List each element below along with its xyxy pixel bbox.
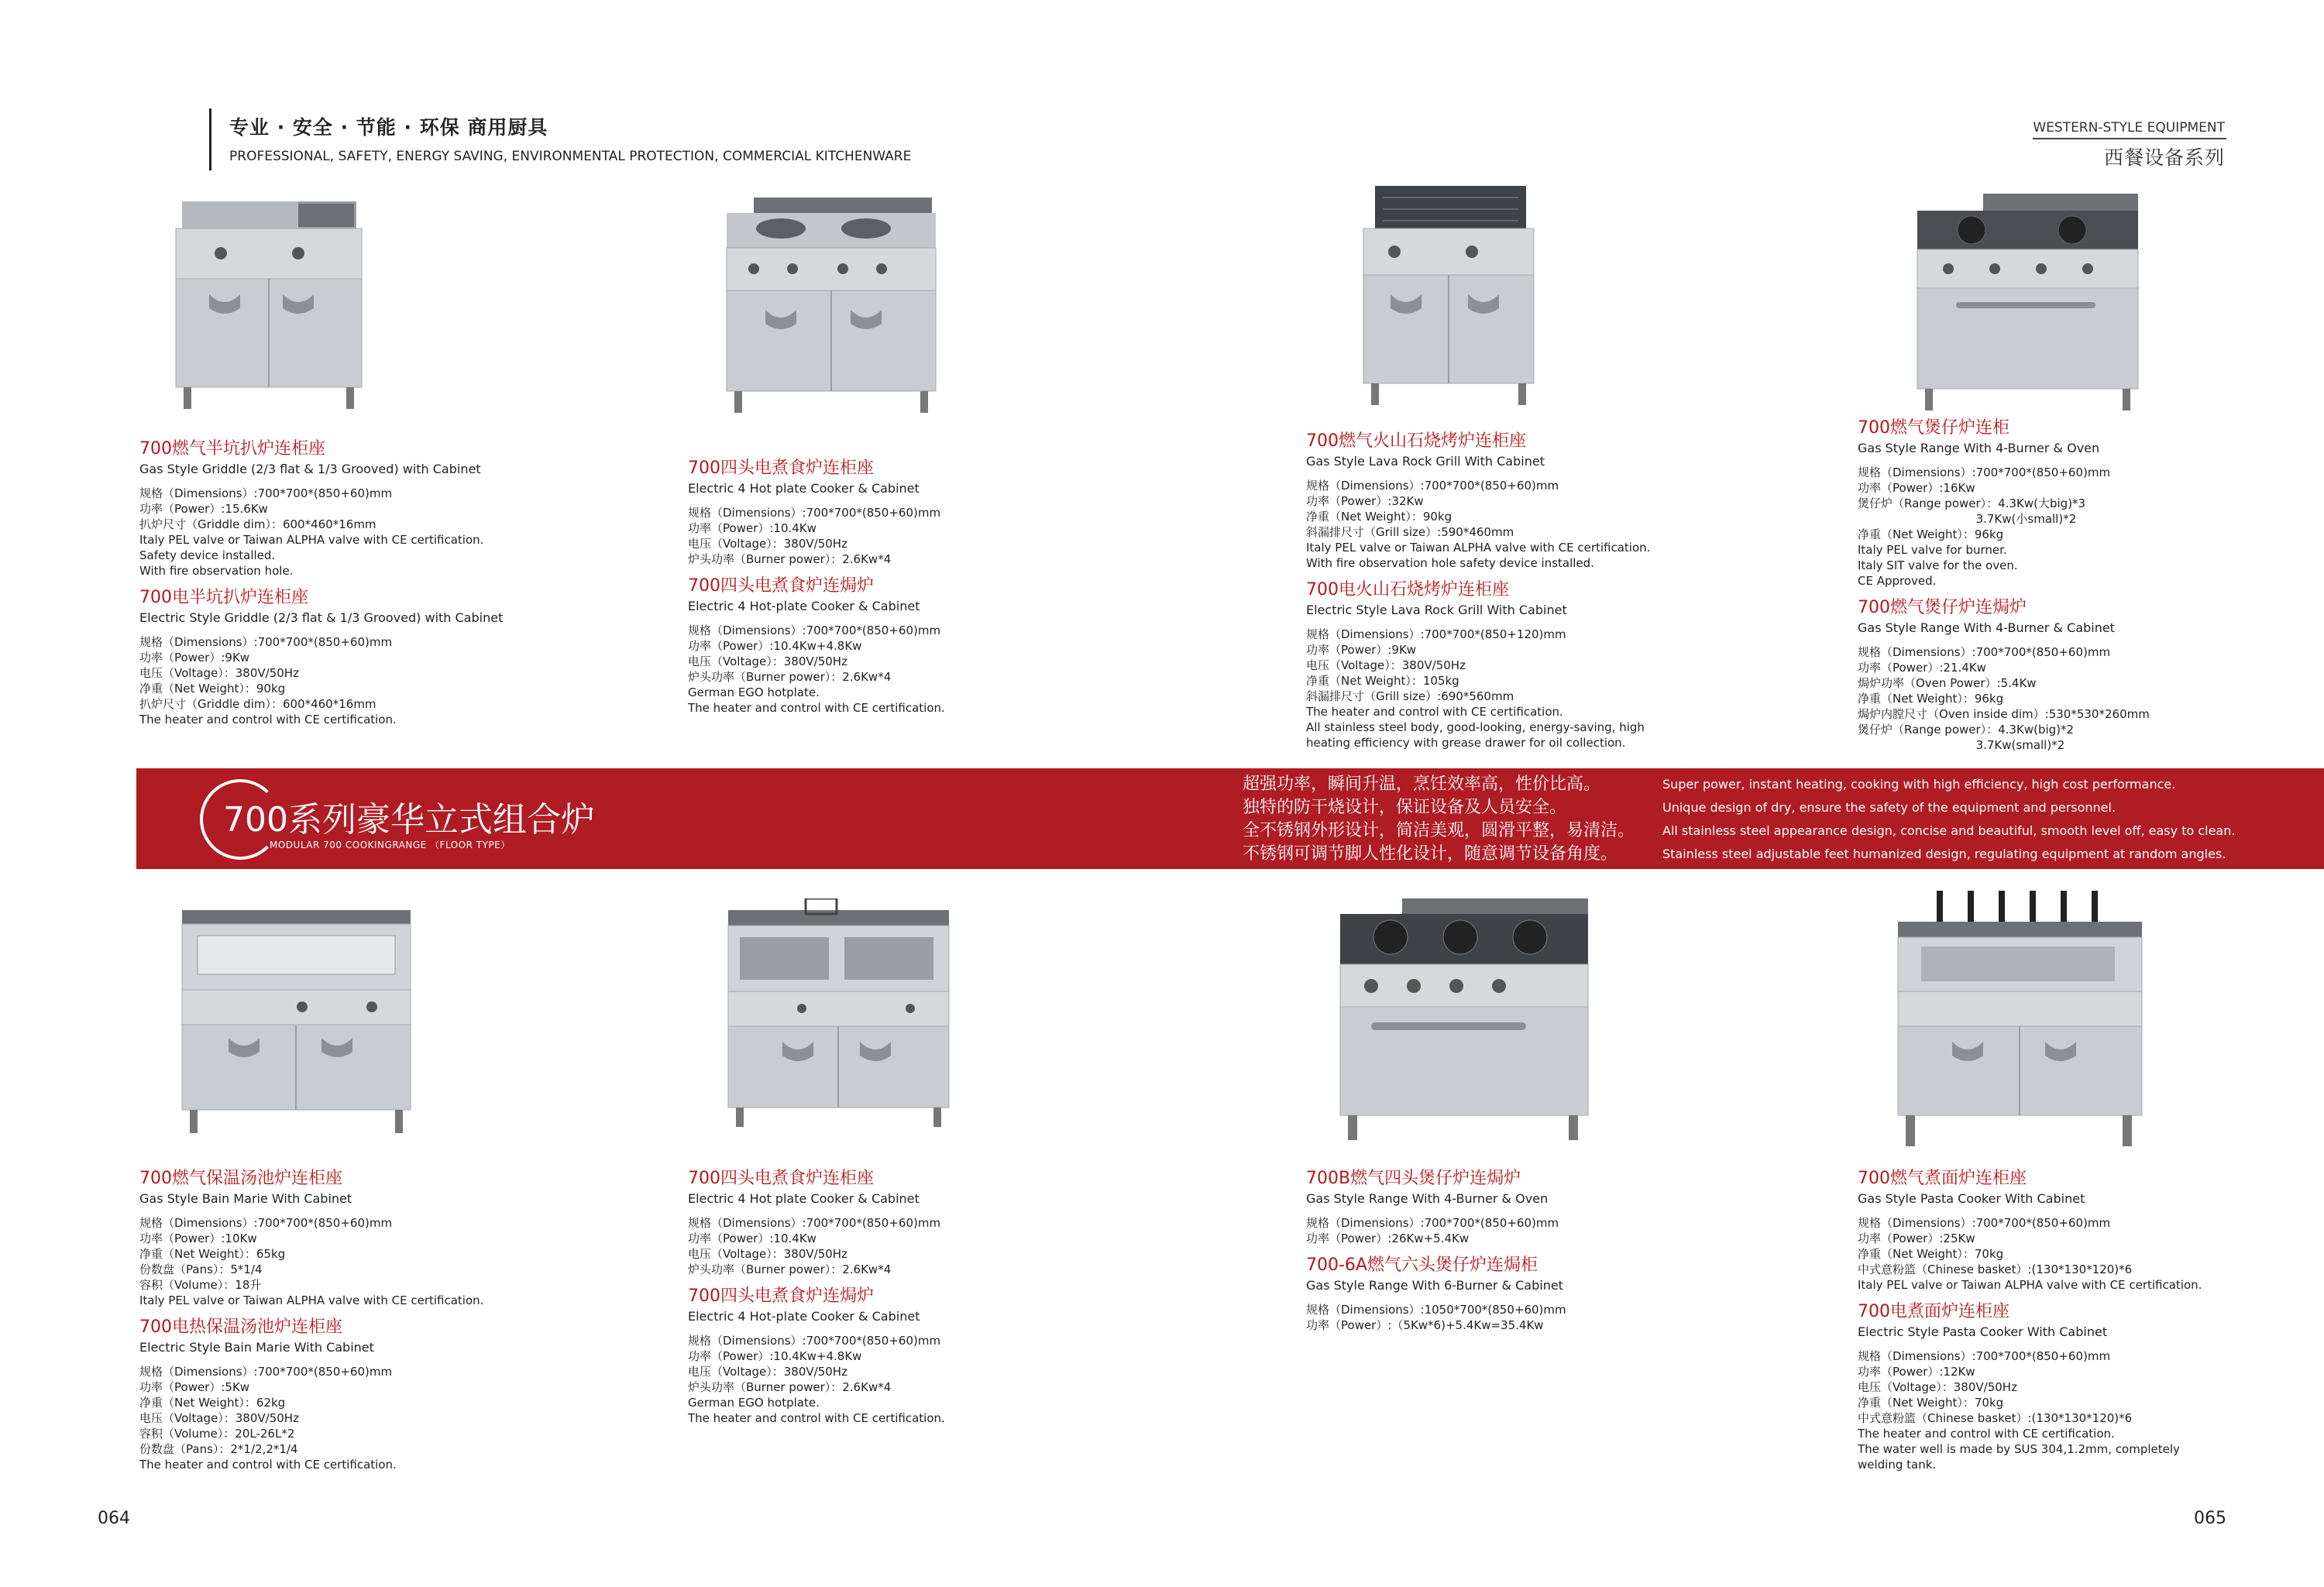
product-specs: 规格（Dimensions）:700*700*(850+60)mm 功率（Power）:10.4Kw+4.8Kw 电压（Voltage）：380V/50Hz 炉头功率（Burner power）：2.6Kw*4 German EGO hotplate. The heater and control with CE certification. (688, 1334, 945, 1425)
product-specs: 规格（Dimensions）:700*700*(850+60)mm 功率（Power）:15.6Kw 扒炉尺寸（Griddle dim）：600*460*16mm Italy PEL valve or Taiwan ALPHA valve with CE certification. Safety device installed. With fire observation hole. (139, 486, 484, 578)
product-bain-marie (139, 1167, 483, 1480)
product-lava-rock-grill (1306, 430, 1650, 758)
product-name: 700电热保温汤池炉连柜座 (139, 1317, 342, 1337)
product-subtitle: Electric Style Bain Marie With Cabinet (139, 1340, 374, 1355)
range-4-burner-oven-image (1332, 895, 1596, 1146)
product-pasta-cooker (1858, 1167, 2202, 1480)
product-specs: 规格（Dimensions）:700*700*(850+60)mm 功率（Power）:25Kw 净重（Net Weight）：70kg 中式意粉篮（Chinese basket）:(130*130*120)*6 Italy PEL valve or Taiwan ALPHA valve with CE certification. (1858, 1216, 2202, 1292)
header-title-cn: 专业 · 安全 · 节能 · 环保 商用厨具 (229, 116, 548, 139)
product-specs: 规格（Dimensions）:700*700*(850+60)mm 功率（Power）:5Kw 净重（Net Weight）：62kg 电压（Voltage）：380V/50Hz 容积（Volume）：20L-26L*2 份数盘（Pans）：2*1/2,2*1/4 The heater and control with CE certification. (139, 1365, 397, 1472)
product-subtitle: Gas Style Range With 4-Burner & Cabinet (1858, 620, 2115, 635)
product-subtitle: Electric 4 Hot plate Cooker & Cabinet (688, 1191, 920, 1206)
product-name: 700B燃气四头煲仔炉连焗炉 (1306, 1169, 1521, 1188)
feature-cn: 超强功率，瞬间升温，烹饪效率高，性价比高。 (1243, 775, 1601, 794)
feature-en: Unique design of dry, ensure the safety of the equipment and personnel. (1662, 800, 2116, 815)
section-title-en: WESTERN-STYLE EQUIPMENT (2033, 120, 2225, 136)
product-subtitle: Gas Style Bain Marie With Cabinet (139, 1191, 352, 1206)
product-electric-hotplate-2 (688, 1167, 945, 1434)
product-subtitle: Gas Style Pasta Cooker With Cabinet (1858, 1191, 2085, 1206)
pasta-cooker-image (1890, 891, 2154, 1154)
product-specs: 规格（Dimensions）:700*700*(850+60)mm 功率（Power）:16Kw 煲仔炉（Range power）：4.3Kw(大big)*3 3.7Kw(小small)*2 净重（Net Weight）：96kg Italy PEL valve for burner. Italy SIT valve for the oven. CE Approved. (1858, 465, 2111, 588)
product-specs: 规格（Dimensions）:700*700*(850+60)mm 功率（Power）:10.4Kw 电压（Voltage）：380V/50Hz 炉头功率（Burner power）：2.6Kw*4 (688, 506, 941, 566)
product-subtitle: Electric Style Griddle (2/3 flat & 1/3 Grooved) with Cabinet (139, 610, 504, 625)
product-name: 700四头电煮食炉连柜座 (688, 1169, 874, 1188)
feature-cn: 不锈钢可调节脚人性化设计，随意调节设备角度。 (1243, 844, 1618, 864)
griddle-image (167, 190, 368, 422)
product-name: 700电煮面炉连柜座 (1858, 1302, 2009, 1321)
product-name: 700四头电煮食炉连焗炉 (688, 576, 874, 596)
bain-marie-image (174, 906, 422, 1142)
product-specs: 规格（Dimensions）:700*700*(850+60)mm 功率（Power）:10Kw 净重（Net Weight）：65kg 份数盘（Pans）：5*1/4 容积（Volume）：18升 Italy PEL valve or Taiwan ALPHA valve with CE certification. (139, 1216, 484, 1307)
product-subtitle: Electric Style Lava Rock Grill With Cabinet (1306, 603, 1567, 617)
product-specs: 规格（Dimensions）:700*700*(850+60)mm 功率（Power）:10.4Kw+4.8Kw 电压（Voltage）：380V/50Hz 炉头功率（Burner power）：2.6Kw*4 German EGO hotplate. The heater and control with CE certification. (688, 623, 945, 715)
product-griddle (139, 438, 503, 735)
product-subtitle: Electric 4 Hot-plate Cooker & Cabinet (688, 599, 920, 613)
electric-hotplate-cooker-image (719, 194, 951, 418)
product-subtitle: Gas Style Range With 4-Burner & Oven (1306, 1191, 1549, 1206)
product-name: 700电半坑扒炉连柜座 (139, 588, 308, 607)
product-subtitle: Gas Style Range With 4-Burner & Oven (1858, 441, 2100, 455)
section-title-cn: 西餐设备系列 (2103, 146, 2225, 169)
header-divider (209, 108, 211, 170)
product-name: 700燃气煮面炉连柜座 (1858, 1169, 2027, 1188)
product-subtitle: Electric 4 Hot plate Cooker & Cabinet (688, 481, 920, 496)
section-divider (2033, 138, 2226, 139)
feature-cn: 独特的防干烧设计，保证设备及人员安全。 (1243, 798, 1567, 817)
banner-features-en (1662, 773, 2235, 866)
banner-title: 700系列豪华立式组合炉 (223, 800, 595, 840)
feature-cn: 全不锈钢外形设计，简洁美观，圆滑平整，易清洁。 (1243, 821, 1635, 840)
product-subtitle: Gas Style Range With 6-Burner & Cabinet (1306, 1278, 1563, 1293)
product-name: 700燃气煲仔炉连柜 (1858, 418, 2009, 438)
product-name: 700-6A燃气六头煲仔炉连焗柜 (1306, 1256, 1538, 1275)
product-subtitle: Electric 4 Hot-plate Cooker & Cabinet (688, 1309, 920, 1324)
product-subtitle: Electric Style Pasta Cooker With Cabinet (1858, 1324, 2108, 1339)
product-gas-range (1858, 417, 2150, 761)
product-specs: 规格（Dimensions）:700*700*(850+60)mm 功率（Power）:32Kw 净重（Net Weight）：90kg 斜漏排尺寸（Grill size）:590*460mm Italy PEL valve or Taiwan ALPHA valve with CE certification. With fire observation hole safety device installed. (1306, 479, 1651, 570)
product-specs: 规格（Dimensions）:1050*700*(850+60)mm 功率（Power）:（5Kw*6)+5.4Kw=35.4Kw (1306, 1303, 1566, 1332)
lava-rock-grill-image (1356, 182, 1542, 414)
page-number-left: 064 (98, 1509, 130, 1528)
product-electric-hotplate (688, 457, 945, 723)
product-specs: 规格（Dimensions）:700*700*(850+60)mm 功率（Power）:9Kw 电压（Voltage）：380V/50Hz 净重（Net Weight）：90kg 扒炉尺寸（Griddle dim）：600*460*16mm The heater and control with CE certification. (139, 635, 397, 727)
product-specs: 规格（Dimensions）:700*700*(850+60)mm 功率（Power）:12Kw 电压（Voltage）：380V/50Hz 净重（Net Weight）：70kg 中式意粉篮（Chinese basket）:(130*130*120)*6 The heater and control with CE certification. The water well is made by SUS 304,1.2mm, completely welding tank. (1858, 1349, 2180, 1472)
feature-en: Super power, instant heating, cooking with high efficiency, high cost performance. (1662, 777, 2176, 792)
product-name: 700燃气半坑扒炉连柜座 (139, 439, 325, 459)
gas-range-oven-image (1910, 190, 2150, 414)
product-subtitle: Gas Style Lava Rock Grill With Cabinet (1306, 454, 1545, 469)
banner-subtitle: MODULAR 700 COOKINGRANGE （FLOOR TYPE） (270, 840, 511, 850)
product-specs: 规格（Dimensions）:700*700*(850+60)mm 功率（Power）:10.4Kw 电压（Voltage）：380V/50Hz 炉头功率（Burner power）：2.6Kw*4 (688, 1216, 941, 1276)
product-name: 700燃气保温汤池炉连柜座 (139, 1169, 342, 1188)
product-specs: 规格（Dimensions）:700*700*(850+120)mm 功率（Power）:9Kw 电压（Voltage）：380V/50Hz 净重（Net Weight）：105kg 斜漏排尺寸（Grill size）:690*560mm The heater and control with CE certification. All stainless steel body, good-looking, energy-saving, high heating efficiency with grease drawer for oil collection. (1306, 627, 1645, 750)
banner-features-cn (1243, 773, 1635, 866)
product-range-4-burner-oven (1306, 1167, 1566, 1341)
product-specs: 规格（Dimensions）:700*700*(850+60)mm 功率（Power）:21.4Kw 焗炉功率（Oven Power）:5.4Kw 净重（Net Weight）：96kg 焗炉内膛尺寸（Oven inside dim）:530*530*260mm 煲仔炉（Range power）：4.3Kw(big)*2 3.7Kw(small)*2 (1858, 645, 2150, 752)
product-subtitle: Gas Style Griddle (2/3 flat & 1/3 Grooved) with Cabinet (139, 462, 481, 476)
product-name: 700四头电煮食炉连焗炉 (688, 1286, 874, 1306)
product-name: 700燃气煲仔炉连焗炉 (1858, 598, 2027, 617)
fryer-cooker-image (720, 898, 957, 1131)
product-name: 700电火山石烧烤炉连柜座 (1306, 580, 1509, 599)
header-title-en: PROFESSIONAL, SAFETY, ENERGY SAVING, ENVIRONMENTAL PROTECTION, COMMERCIAL KITCHENWARE (229, 149, 912, 164)
product-name: 700燃气火山石烧烤炉连柜座 (1306, 431, 1526, 451)
product-name: 700四头电煮食炉连柜座 (688, 459, 874, 478)
product-specs: 规格（Dimensions）:700*700*(850+60)mm 功率（Power）:26Kw+5.4Kw (1306, 1216, 1559, 1245)
feature-en: Stainless steel adjustable feet humanized design, regulating equipment at random angles. (1662, 847, 2226, 861)
feature-en: All stainless steel appearance design, concise and beautiful, smooth level off, easy to clean. (1662, 823, 2236, 838)
page-number-right: 065 (2194, 1509, 2226, 1528)
